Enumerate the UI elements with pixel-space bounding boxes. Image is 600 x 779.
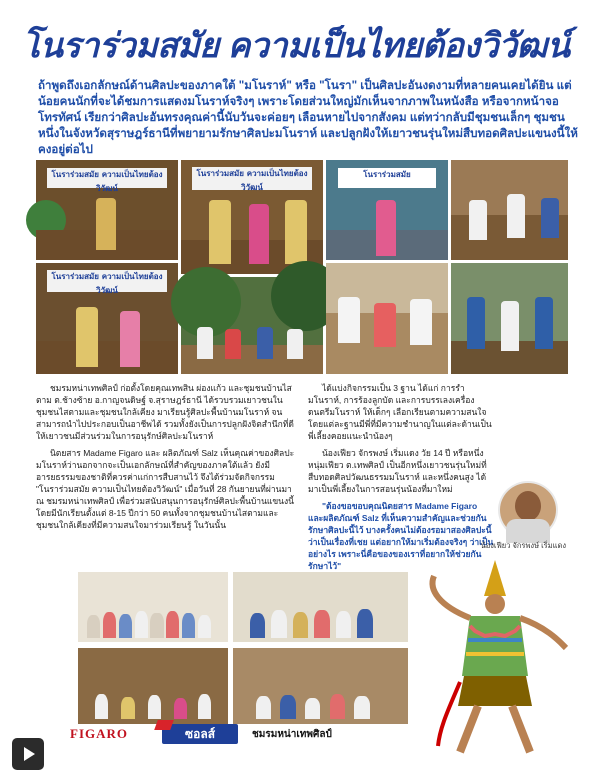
photo-person xyxy=(166,611,179,638)
photo-person xyxy=(354,696,369,719)
photo-person xyxy=(87,615,100,638)
photo-banner: โนราร่วมสมัย ความเป็นไทยต้องวิวัฒน์ xyxy=(47,168,166,188)
photo-group-people xyxy=(87,685,219,720)
photo-person xyxy=(357,609,372,638)
dancer-tail-ribbon xyxy=(438,682,460,746)
article-paragraph: ชมรมหน่าเทพศิลป์ ก่อตั้งโดยคุณเทพสิน ผ่องแก้ว และชุมชนบ้านไสตาม ต.ช้างซ้าย อ.กาญจนดิษฐ์ จ.สุราษฎร์ธานี ได้รวบรวมเยาวชนในชุมชนไสตามและชุมชนใกล้เคียง มาเรียนรู้ศิลปะพื้นบ้านมโนราห์ จนสามารถนำไปประกอบเป็นอาชีพได้ รวมทั้งยังเป็นการปลูกฝังจิตสำนึกที่ดีให้เยาวชนมีส่วนร่วมในการอนุรักษ์ศิลปะมโนราห์ xyxy=(36,383,294,441)
photo-audience-person xyxy=(197,327,213,359)
photo-group-4 xyxy=(233,648,408,724)
article-paragraph: ได้แบ่งกิจกรรมเป็น 3 ฐาน ได้แก่ การรำมโนราห์, การร้องลูกบัด และการบรรเลงเครื่องดนตรีมโนราห์ ให้เด็กๆ เลือกเรียนตามความสนใจ โดยแต่ละฐานมีพี่ที่มีความชำนาญในแต่ละด้านเป็นพี่เลี้ยงคอยแนะนำน้องๆ xyxy=(308,383,492,441)
salz-logo-text: ซอลส์ xyxy=(184,727,216,741)
photo-student xyxy=(501,301,519,351)
portrait-photo xyxy=(498,481,558,539)
photo-student xyxy=(507,194,525,238)
photo-stage-dance-3 xyxy=(326,160,448,260)
photo-student xyxy=(535,297,553,349)
salz-logo-red-mark xyxy=(154,720,174,730)
photo-collage xyxy=(36,160,568,374)
dancer-head xyxy=(485,594,505,614)
photo-person xyxy=(314,610,329,638)
article-quote: "ต้องขอขอบคุณนิตยสาร Madame Figaro และผลิตภัณฑ์ Salz ที่เห็นความสำคัญและช่วยกันรักษาศิลปะนี้ไว้ บางครั้งคนไม่ต้องรอมาสองศิลปะนี้ว่าเป็นเรื่องที่เชย แต่อยากให้มาเริ่มต้องจริงๆ ว่าเป็นอย่างไร เพราะนี่คือของของเราที่อยากให้ช่วยกันรักษาไว้" xyxy=(308,501,494,571)
photo-dancer xyxy=(76,307,98,367)
photo-dancer xyxy=(285,200,307,264)
photo-person xyxy=(198,615,211,638)
photo-person xyxy=(305,698,320,720)
manora-dancer-illustration xyxy=(420,556,570,761)
photo-person xyxy=(150,613,163,637)
photo-banner: โนราร่วมสมัย ความเป็นไทยต้องวิวัฒน์ xyxy=(47,270,166,292)
photo-person xyxy=(182,613,195,638)
dancer-left-leg xyxy=(460,706,478,752)
photo-person xyxy=(148,695,161,719)
play-button-icon[interactable] xyxy=(12,738,44,770)
dancer-left-arm xyxy=(433,576,471,618)
photo-group-2 xyxy=(233,572,408,642)
photo-dancer xyxy=(120,311,140,367)
photo-dancer xyxy=(96,198,116,250)
photo-student xyxy=(467,297,485,349)
photo-group-people xyxy=(244,606,398,638)
photo-audience-person xyxy=(287,329,303,359)
dancer-torso xyxy=(462,616,528,676)
photo-person xyxy=(293,612,308,638)
sponsor-logos xyxy=(70,724,420,746)
photo-group-people xyxy=(87,606,219,638)
photo-person xyxy=(135,611,148,637)
article-title xyxy=(22,22,582,70)
photo-kids-activity xyxy=(326,263,448,374)
figaro-logo: FIGARO xyxy=(70,726,128,741)
photo-group-3 xyxy=(78,648,228,724)
photo-person xyxy=(95,694,108,719)
salz-logo xyxy=(162,724,238,744)
photo-student xyxy=(338,297,360,343)
photo-person xyxy=(121,697,134,719)
photo-banner: โนราร่วมสมัย xyxy=(338,168,436,188)
photo-dancer xyxy=(249,204,269,264)
photo-audience-person xyxy=(257,327,273,359)
intro-text: ถ้าพูดถึงเอกลักษณ์ด้านศิลปะของภาคใต้ "มโนราห์" หรือ "โนรา" เป็นศิลปะอันงดงามที่หลายคนเคยได้ยิน แต่น้อยคนนักที่จะได้ชมการแสดงมโนราห์จริงๆ เพราะโดยส่วนใหญ่มักเห็นจากภาพในหนังสือ หรือจากหน้าจอโทรทัศน์ เรียกว่าศิลปะอันทรงคุณค่านี้นับวันจะค่อยๆ เลือนหายไปจากสังคม แต่ทว่ากลับมีชุมชนเล็กๆ ชุมชนหนึ่งในจังหวัดสุราษฎร์ธานีที่พยายามรักษาศิลปะมโนราห์ และปลูกฝังให้เยาวชนรุ่นใหม่สืบทอดศิลปะแขนงนี้ให้คงอยู่ต่อไป xyxy=(38,79,578,156)
dancer-right-leg xyxy=(512,706,530,752)
photo-stage-dance-2 xyxy=(181,160,323,274)
photo-dancer xyxy=(376,200,396,256)
title-first-letter: โ xyxy=(22,27,40,65)
portrait-caption: น้องเฟียว จักรพงษ์ เริ่มแดง xyxy=(480,541,566,550)
photo-student xyxy=(541,198,559,238)
article-paragraph: น้องเฟียว จักรพงษ์ เริ่มแดง วัย 14 ปี หรือหนึ่งหนุ่มเฟียว ต.เทพศิลป์ เป็นอีกหนึ่งเยาวชนรุ่นใหม่ที่สืบทอดศิลปวัฒนธรรมมโนราห์ และหนึ่งคนสูง ได้มาเป็นพี่เลี้ยงในการสอนรุ่นน้องที่มาใหม่ xyxy=(308,448,487,494)
photo-person xyxy=(330,694,345,719)
dancer-crown xyxy=(484,560,506,596)
photo-group-1 xyxy=(78,572,228,642)
article-paragraph: นิตยสาร Madame Figaro และ ผลิตภัณฑ์ Salz เห็นคุณค่าของศิลปะมโนราห์ว่านอกจากจะเป็นเอกลักษณ์ที่สำคัญของภาคใต้แล้ว ยังมีอารยธรรมของชาติที่ควรค่าแก่การสืบสานไว้ จึงได้ร่วมจัดกิจกรรม "โนราร่วมสมัย ความเป็นไทยต้องวิวัฒน์" เมื่อวันที่ 28 กันยายนที่ผ่านมา ณ ชมรมหน่าเทพศิลป์ เพื่อร่วมสนับสนุนการอนุรักษ์ศิลปะพื้นบ้านแขนงนี้ โดยมีนักเรียนตั้งแต่ 8-15 ปีกว่า 50 คนทั้งจากชุมชนบ้านไสตามและชุมชนใกล้เคียงที่มีความสนใจมาร่วมเรียนรู้ ในวันนั้น xyxy=(36,448,295,530)
photo-person xyxy=(198,694,211,720)
dancer-right-arm xyxy=(520,618,566,648)
photo-stage-dance-4 xyxy=(36,263,178,374)
photo-student xyxy=(374,303,396,347)
photo-person xyxy=(280,695,295,719)
bottom-photo-grid xyxy=(78,572,408,724)
photo-student xyxy=(410,299,432,345)
club-logo: ชมรมหน่าเทพศิลป์ xyxy=(252,729,332,740)
article-intro xyxy=(38,78,578,158)
portrait-face xyxy=(515,491,541,521)
photo-person xyxy=(250,613,265,638)
article-column-left xyxy=(36,382,298,536)
title-rest: นราร่วมสมัย ความเป็นไทยต้องวิวัฒน์ xyxy=(39,27,570,65)
photo-person xyxy=(174,698,187,720)
photo-banner: โนราร่วมสมัย ความเป็นไทยต้องวิวัฒน์ xyxy=(192,167,311,190)
dancer-skirt xyxy=(458,676,532,706)
photo-person xyxy=(103,612,116,638)
photo-student xyxy=(469,200,487,240)
photo-group-people xyxy=(244,685,398,720)
photo-person xyxy=(336,611,351,637)
photo-students-music xyxy=(451,160,568,260)
photo-dancer xyxy=(209,200,231,264)
photo-audience-person xyxy=(225,329,241,359)
photo-person xyxy=(256,696,271,719)
photo-person xyxy=(119,614,132,638)
photo-dance-practice xyxy=(451,263,568,374)
photo-audience xyxy=(181,277,323,374)
photo-person xyxy=(271,610,286,638)
photo-floor xyxy=(36,341,178,374)
photo-stage-dance-1 xyxy=(36,160,178,260)
